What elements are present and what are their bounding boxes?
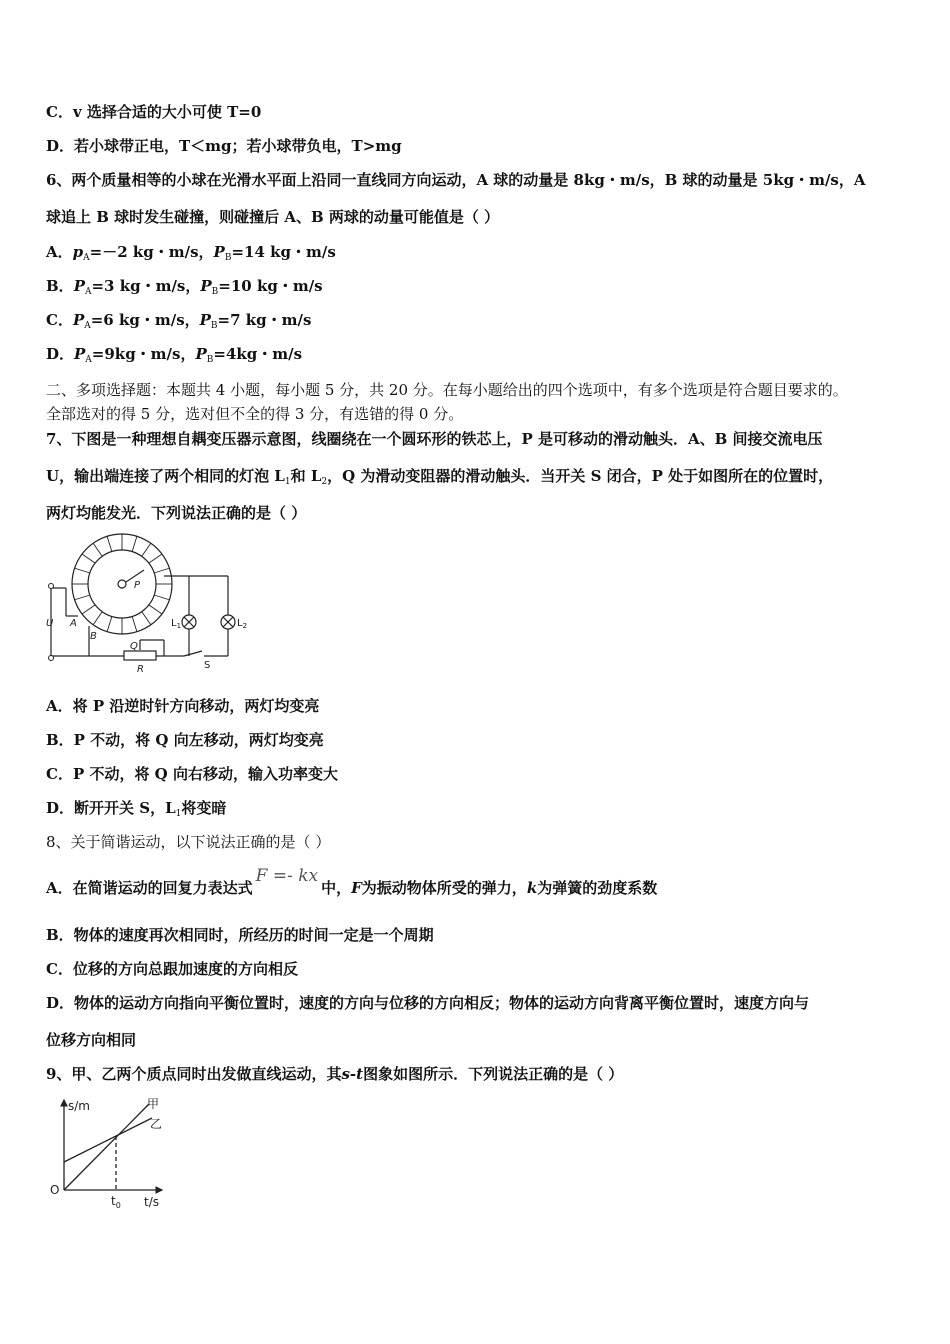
switch-s xyxy=(184,651,202,656)
x-axis-label: t/s xyxy=(144,1195,159,1209)
t0-label: $t_0$ xyxy=(111,1194,121,1210)
q5-option-d: D．若小球带正电，T＜mg；若小球带负电，T>mg xyxy=(46,137,402,155)
q8-option-a: A．在简谐运动的回复力表达式F =- kx中，F为振动物体所受的弹力，k为弹簧的劲度系数 xyxy=(46,866,658,897)
q6-option-c: C．$P_A=6$ kg・m/s，$P_B=7$ kg・m/s xyxy=(46,311,312,331)
line-yi xyxy=(64,1118,152,1162)
q7-stem-line2: U，输出端连接了两个相同的灯泡 $L_1$和 $L_2$，Q 为滑动变阻器的滑动触头．当开关 S 闭合，P 处于如图所在的位置时， xyxy=(46,467,834,487)
toroid-inner xyxy=(88,550,156,618)
q8-option-c: C．位移的方向总跟加速度的方向相反 xyxy=(46,960,298,978)
label-a: A xyxy=(70,618,77,629)
q7-option-b: B．P 不动，将 Q 向左移动，两灯均变亮 xyxy=(46,731,324,749)
q7-stem-line1: 7、下图是一种理想自耦变压器示意图，线圈绕在一个圆环形的铁芯上，P 是可移动的滑动触头．A、B 间接交流电压 xyxy=(46,430,823,448)
q6-stem-line1: 6、两个质量相等的小球在光滑水平面上沿同一直线同方向运动，A 球的动量是 8kg・m/s，B 球的动量是 5kg・m/s，A xyxy=(46,171,866,189)
terminal-top xyxy=(49,584,54,589)
q9-st-graph xyxy=(44,1094,174,1214)
q7-transformer-figure xyxy=(44,530,254,680)
q7-stem-line3: 两灯均能发光．下列说法正确的是（ ） xyxy=(46,504,307,522)
q6-stem-line2: 球追上 B 球时发生碰撞，则碰撞后 A、B 两球的动量可能值是（ ） xyxy=(46,208,500,226)
label-r: R xyxy=(137,664,144,675)
q7-option-d: D．断开开关 S，$L_1$将变暗 xyxy=(46,799,227,819)
q8-stem: 8、关于简谐运动，以下说法正确的是（ ） xyxy=(46,833,331,851)
label-q: Q xyxy=(130,641,138,652)
y-axis-label: s/m xyxy=(68,1099,90,1113)
label-u: U xyxy=(46,618,54,629)
label-p: P xyxy=(134,580,141,591)
q9-stem: 9、甲、乙两个质点同时出发做直线运动，其s-t图象如图所示．下列说法正确的是（ ） xyxy=(46,1065,624,1083)
q7-option-a: A．将 P 沿逆时针方向移动，两灯均变亮 xyxy=(46,697,320,715)
terminal-bottom xyxy=(49,656,54,661)
q6-option-d: D．$P_A=9kg$・m/s，$P_B=4kg$・m/s xyxy=(46,345,303,365)
q5-option-c: C．v 选择合适的大小可使 T=0 xyxy=(46,103,262,121)
q8-option-d-line2: 位移方向相同 xyxy=(46,1031,137,1049)
origin-label: O xyxy=(50,1183,60,1197)
q8-option-b: B．物体的速度再次相同时，所经历的时间一定是一个周期 xyxy=(46,926,434,944)
q8-formula: F =- kx xyxy=(255,866,319,886)
slider-pivot xyxy=(118,580,126,588)
q8-option-d-line1: D．物体的运动方向指向平衡位置时，速度的方向与位移的方向相反；物体的运动方向背离平衡位置时，速度方向与 xyxy=(46,994,810,1012)
section2-heading-line1: 二、多项选择题：本题共 4 小题，每小题 5 分，共 20 分。在每小题给出的四个选项中，有多个选项是符合题目要求的。 xyxy=(46,381,848,399)
q6-option-a: A．$p_A=-2$ kg・m/s，$P_B=14$ kg・m/s xyxy=(46,243,336,263)
rheostat-r xyxy=(124,651,156,660)
label-l2: $L_2$ xyxy=(237,618,248,630)
q6-option-b: B．$P_A=3$ kg・m/s，$P_B=10$ kg・m/s xyxy=(46,277,323,297)
label-s: S xyxy=(204,660,211,671)
label-l1: $L_1$ xyxy=(171,618,182,630)
line-jia xyxy=(64,1104,149,1190)
label-b: B xyxy=(90,631,97,642)
q7-option-c: C．P 不动，将 Q 向右移动，输入功率变大 xyxy=(46,765,338,783)
section2-heading-line2: 全部选对的得 5 分，选对但不全的得 3 分，有选错的得 0 分。 xyxy=(46,405,464,423)
label-jia: 甲 xyxy=(147,1097,160,1111)
label-yi: 乙 xyxy=(150,1117,163,1131)
